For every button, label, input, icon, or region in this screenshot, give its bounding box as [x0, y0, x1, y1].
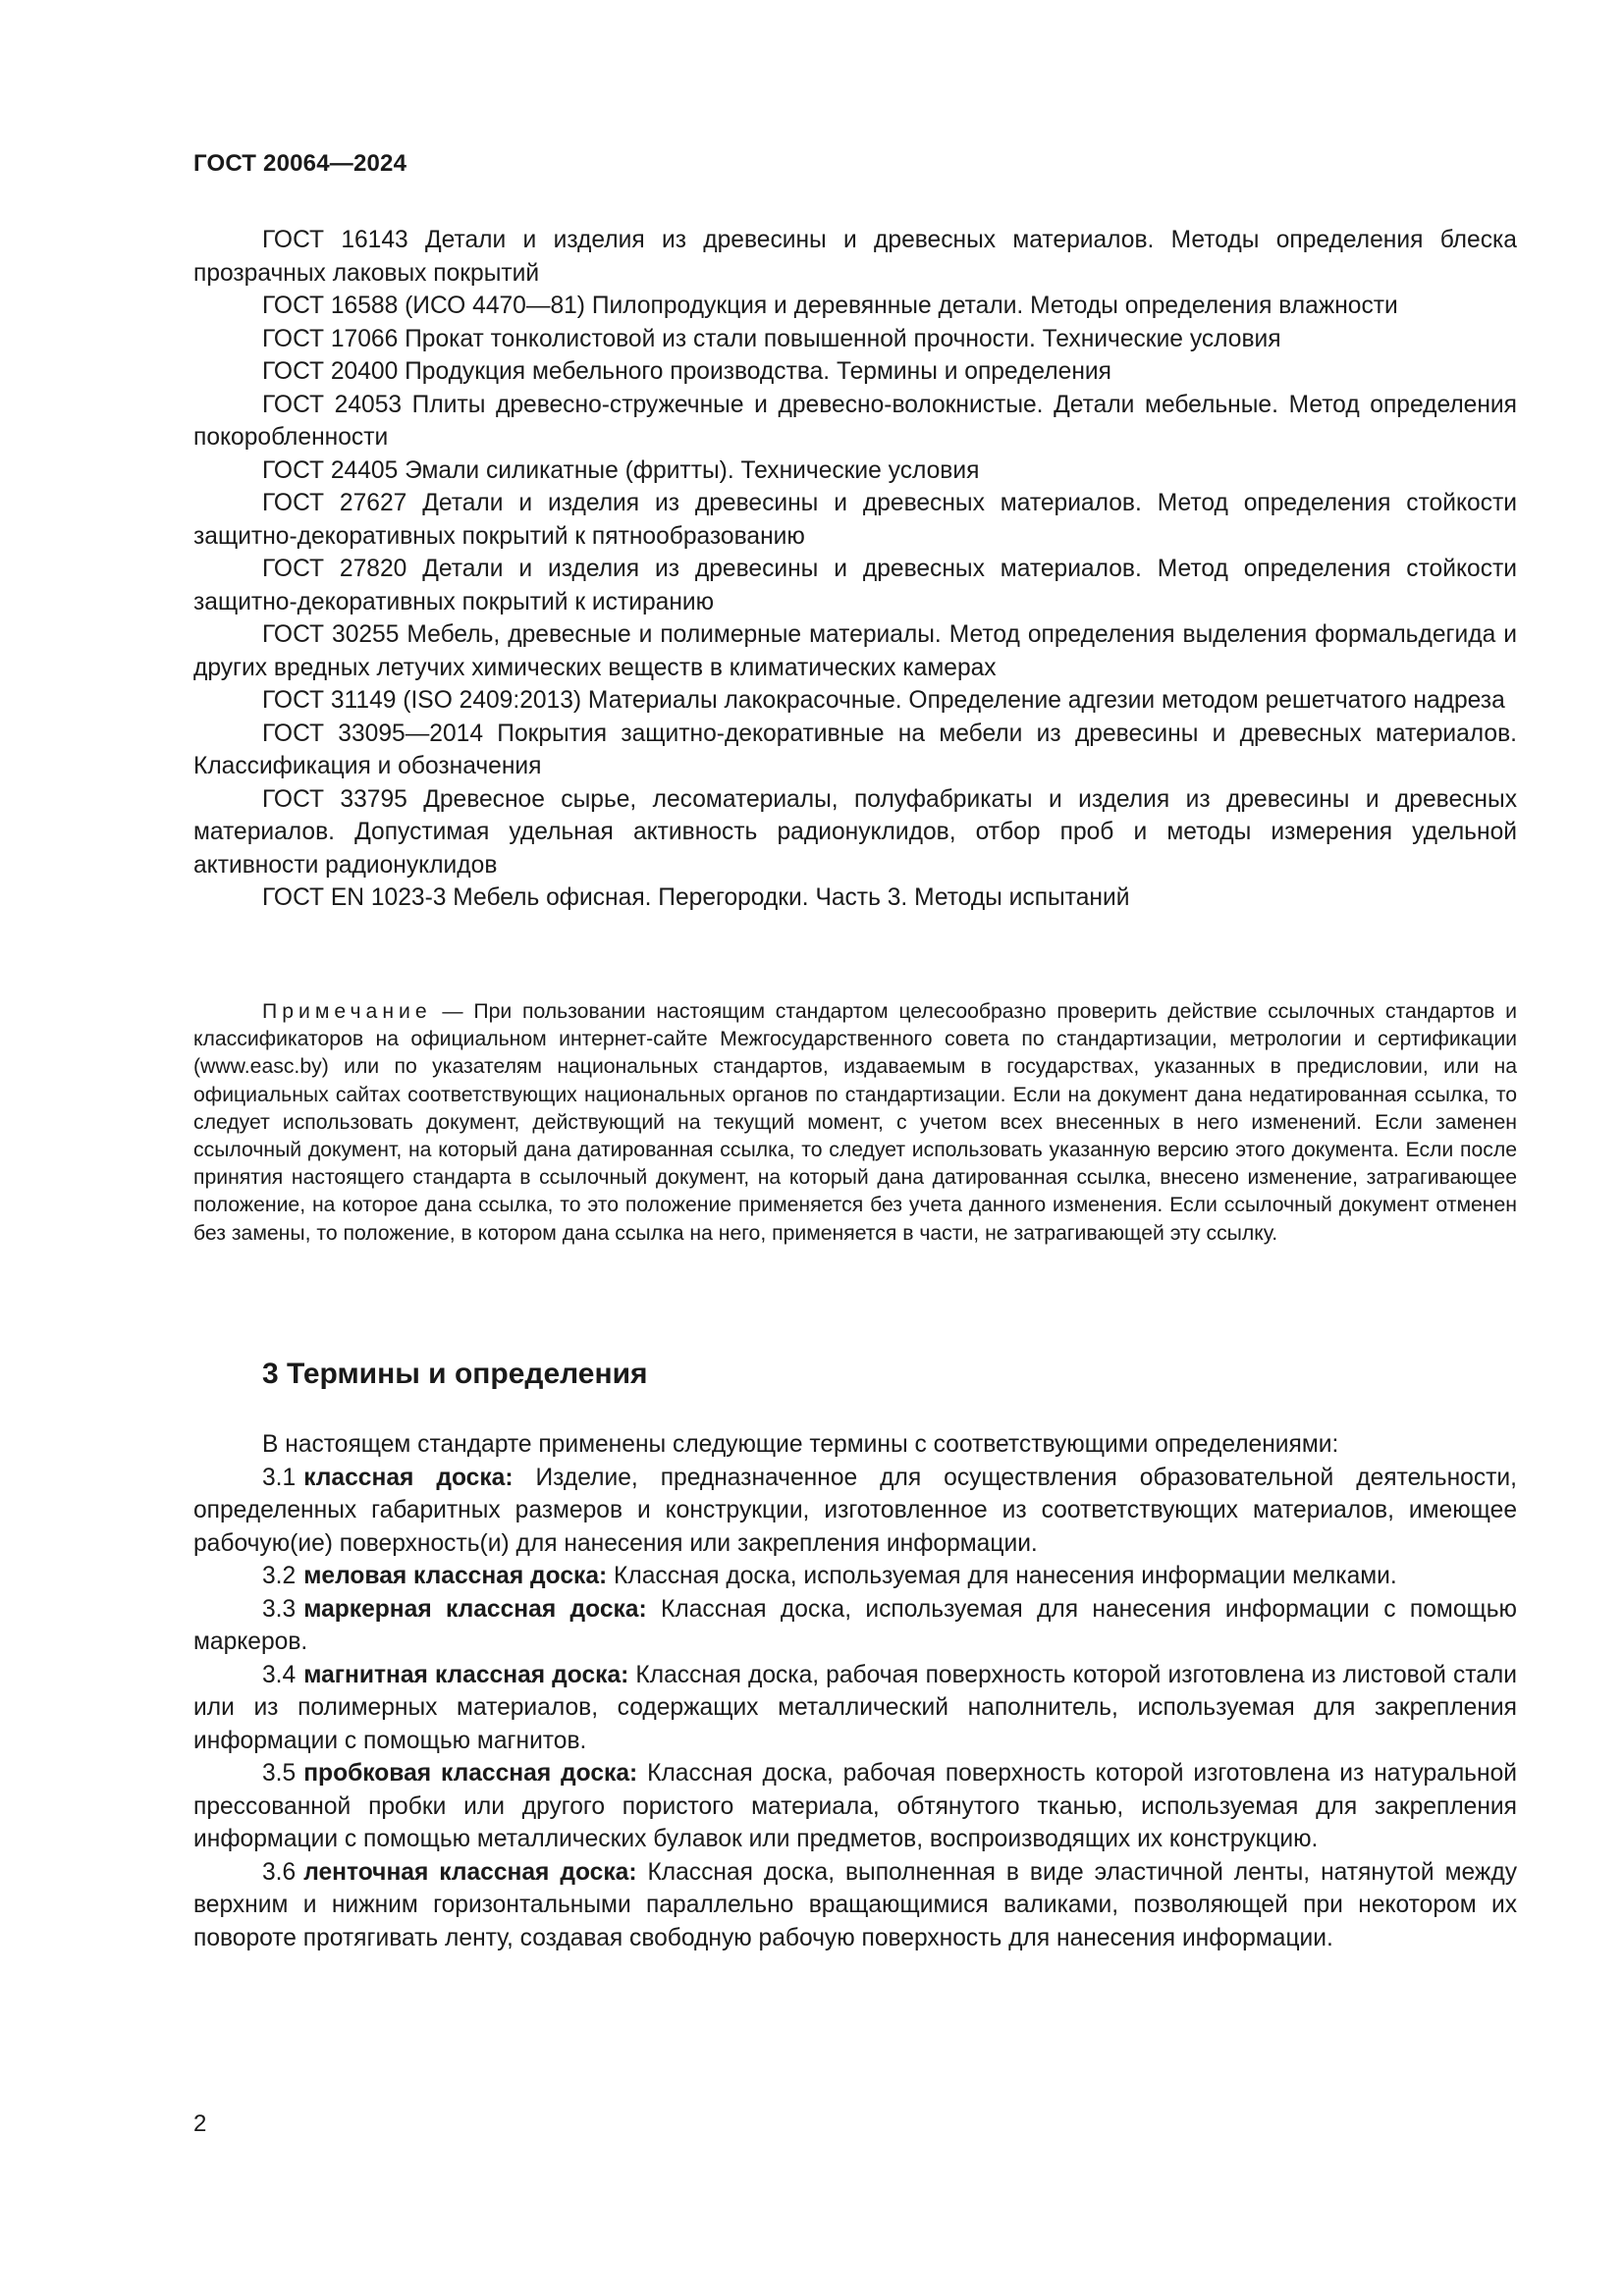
- term-definition: Классная доска, рабочая поверхность которой изготовлена из натуральной прессованной пробки или другого пористого материала, обтянутого тканью, используемая для закрепления информации с помощью металлических булавок или предметов, воспроизводящих их конструкцию.: [193, 1760, 1517, 1852]
- term-definition: Классная доска, рабочая поверхность которой изготовлена из листовой стали или из полимерных материалов, содержащих металлический наполнитель, используемая для закрепления информации с помощью магнитов.: [193, 1661, 1517, 1754]
- reference-item: ГОСТ EN 1023-3 Мебель офисная. Перегородки. Часть 3. Методы испытаний: [262, 884, 1130, 911]
- note-text: — При пользовании настоящим стандартом целесообразно проверить действие ссылочных стандартов и классификаторов на официальном интернет-сайте Межгосударственного совета по стандартизации, метрологии и сертификации (www.easc.by) или по указателям национальных стандартов, издаваемым в государствах, указанных в предисловии, или на официальных сайтах соответствующих национальных органов по стандартизации. Если на документ дана недатированная ссылка, то следует использовать документ, действующий на текущий момент, с учетом всех внесенных в него изменений. Если заменен ссылочный документ, на который дана датированная ссылка, то следует использовать указанную версию этого документа. Если после принятия настоящего стандарта в ссылочный документ, на который дана датированная ссылка, внесено изменение, затрагивающее положение, на которое дана ссылка, то это положение применяется без учета данного изменения. Если ссылочный документ отменен без замены, то положение, в котором дана ссылка на него, применяется в части, не затрагивающей эту ссылку.: [193, 1000, 1517, 1245]
- term-definition: Классная доска, выполненная в виде эластичной ленты, натянутой между верхним и нижним горизонтальными параллельно вращающимися валиками, позволяющей при некотором их повороте протягивать ленту, создавая свободную рабочую поверхность для нанесения информации.: [193, 1858, 1517, 1951]
- reference-item: ГОСТ 27627 Детали и изделия из древесины и древесных материалов. Метод определения стойкости защитно-декоративных покрытий к пятнообразованию: [193, 490, 1517, 550]
- term-name: маркерная классная доска:: [303, 1595, 647, 1623]
- term-entry: [193, 1560, 1517, 1593]
- term-number: 3.6: [262, 1858, 297, 1886]
- term-name: ленточная классная доска:: [303, 1858, 637, 1886]
- term-entry: [193, 1757, 1517, 1856]
- reference-item: ГОСТ 31149 (ISO 2409:2013) Материалы лакокрасочные. Определение адгезии методом решетчатого надреза: [262, 687, 1505, 714]
- term-number: 3.5: [262, 1760, 297, 1787]
- section-title: 3 Термины и определения: [262, 1358, 648, 1390]
- reference-item: ГОСТ 33795 Древесное сырье, лесоматериалы, полуфабрикаты и изделия из древесины и древесных материалов. Допустимая удельная активность радионуклидов, отбор проб и методы измерения удельной активности радионуклидов: [193, 785, 1517, 879]
- term-name: меловая классная доска:: [303, 1563, 608, 1589]
- section-intro: В настоящем стандарте применены следующие термины с соответствующими определениями:: [262, 1431, 1339, 1458]
- term-name: магнитная классная доска:: [303, 1661, 629, 1688]
- term-entry: [193, 1593, 1517, 1659]
- term-number: 3.2: [262, 1563, 297, 1589]
- term-entry: [193, 1856, 1517, 1955]
- reference-item: ГОСТ 16588 (ИСО 4470—81) Пилопродукция и деревянные детали. Методы определения влажности: [262, 293, 1398, 319]
- reference-item: ГОСТ 30255 Мебель, древесные и полимерные материалы. Метод определения выделения формальдегида и других вредных летучих химических веществ в климатических камерах: [193, 621, 1517, 681]
- term-name: классная доска:: [303, 1464, 514, 1491]
- term-definition: Классная доска, используемая для нанесения информации с помощью маркеров.: [193, 1595, 1517, 1655]
- term-entry: [193, 1659, 1517, 1758]
- reference-item: ГОСТ 24405 Эмали силикатные (фритты). Технические условия: [262, 456, 980, 484]
- reference-item: ГОСТ 20400 Продукция мебельного производства. Термины и определения: [262, 358, 1111, 385]
- term-number: 3.1: [262, 1464, 297, 1491]
- document-header: ГОСТ 20064—2024: [193, 150, 407, 177]
- reference-item: ГОСТ 33095—2014 Покрытия защитно-декоративные на мебели из древесины и древесных материалов. Классификация и обозначения: [193, 720, 1517, 779]
- page-number: 2: [193, 2110, 207, 2137]
- term-definition: Классная доска, используемая для нанесения информации мелками.: [607, 1563, 1397, 1589]
- term-name: пробковая классная доска:: [303, 1760, 638, 1787]
- note-label: Примечание: [262, 1000, 432, 1023]
- reference-item: ГОСТ 16143 Детали и изделия из древесины и древесных материалов. Методы определения блеска прозрачных лаковых покрытий: [193, 227, 1517, 287]
- reference-item: ГОСТ 27820 Детали и изделия из древесины и древесных материалов. Метод определения стойкости защитно-декоративных покрытий к истиранию: [193, 556, 1517, 615]
- terms-list: [193, 1428, 1517, 1954]
- reference-item: ГОСТ 24053 Плиты древесно-стружечные и древесно-волокнистые. Детали мебельные. Метод определения покоробленности: [193, 391, 1517, 451]
- term-number: 3.4: [262, 1661, 297, 1688]
- term-number: 3.3: [262, 1595, 297, 1623]
- note-paragraph: [193, 998, 1517, 1248]
- term-entry: [193, 1462, 1517, 1561]
- reference-item: ГОСТ 17066 Прокат тонколистовой из стали повышенной прочности. Технические условия: [262, 325, 1281, 352]
- normative-references-list: [193, 224, 1517, 915]
- term-definition: Изделие, предназначенное для осуществления образовательной деятельности, определенных габаритных размеров и конструкции, изготовленное из соответствующих материалов, имеющее рабочую(ие) поверхность(и) для нанесения или закрепления информации.: [193, 1464, 1517, 1557]
